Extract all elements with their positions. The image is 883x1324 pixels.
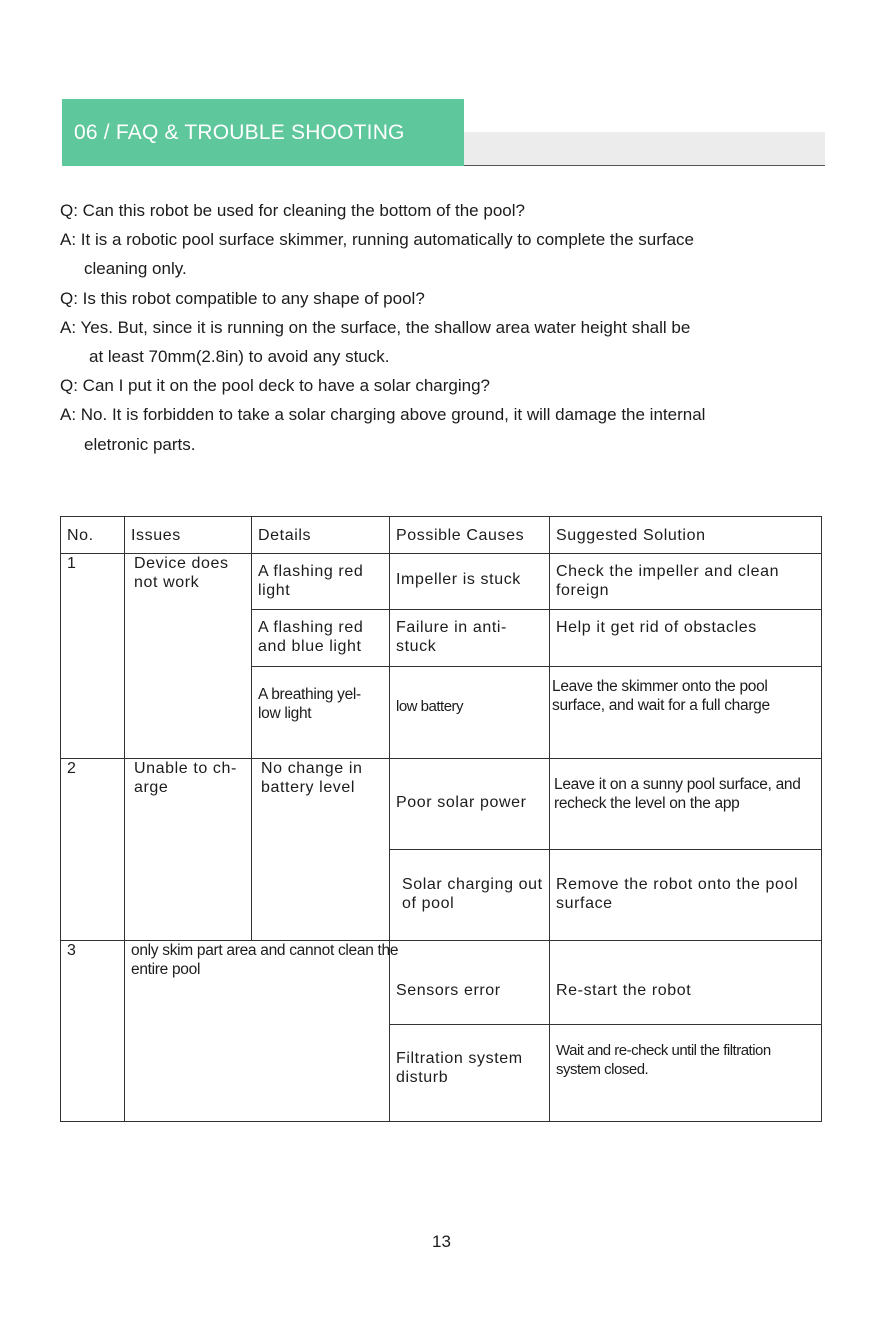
page-number: 13 xyxy=(432,1232,451,1251)
cell-solution: Help it get rid of obstacles xyxy=(550,610,822,667)
faq-line: A: No. It is forbidden to take a solar charging above ground, it will damage the internal xyxy=(60,405,706,425)
cell-detail: A breathing yel-low light xyxy=(252,667,390,759)
cell-cause: Poor solar power xyxy=(390,759,550,850)
section-title: 06 / FAQ & TROUBLE SHOOTING xyxy=(62,99,464,166)
faq-line: at least 70mm(2.8in) to avoid any stuck. xyxy=(89,347,390,367)
cell-detail: A flashing red light xyxy=(252,554,390,610)
cell-solution: Re-start the robot xyxy=(550,941,822,1025)
cell-detail: A flashing red and blue light xyxy=(252,610,390,667)
cell-no: 3 xyxy=(61,941,125,1122)
table-row xyxy=(61,554,822,610)
cell-solution: Leave it on a sunny pool surface, and recheck the level on the app xyxy=(550,759,822,850)
header-details: Details xyxy=(252,517,390,554)
faq-section xyxy=(60,196,850,459)
cell-cause: Solar charging out of pool xyxy=(390,850,550,941)
table-header-row xyxy=(61,517,822,554)
faq-line: A: It is a robotic pool surface skimmer, running automatically to complete the surface xyxy=(60,230,695,250)
faq-line: cleaning only. xyxy=(84,259,187,279)
faq-line: A: Yes. But, since it is running on the surface, the shallow area water height shall be xyxy=(60,317,691,337)
cell-no: 1 xyxy=(61,554,125,759)
section-header xyxy=(62,99,825,166)
header-solution: Suggested Solution xyxy=(550,517,822,554)
header-strip xyxy=(464,132,825,166)
cell-cause: Failure in anti-stuck xyxy=(390,610,550,667)
cell-solution: Remove the robot onto the pool surface xyxy=(550,850,822,941)
cell-cause: Filtration system disturb xyxy=(390,1025,550,1122)
table-row xyxy=(61,941,822,1025)
cell-cause: low battery xyxy=(390,667,550,759)
table-row xyxy=(61,759,822,850)
faq-line: Q: Can I put it on the pool deck to have a solar charging? xyxy=(60,376,490,396)
cell-no: 2 xyxy=(61,759,125,941)
header-issues: Issues xyxy=(125,517,252,554)
header-no: No. xyxy=(61,517,125,554)
cell-solution: Leave the skimmer onto the pool surface, and wait for a full charge xyxy=(550,667,822,759)
faq-line: eletronic parts. xyxy=(84,434,196,454)
cell-cause: Sensors error xyxy=(390,941,550,1025)
cell-cause: Impeller is stuck xyxy=(390,554,550,610)
cell-issue: Device does not work xyxy=(125,554,252,759)
cell-solution: Wait and re-check until the filtration system closed. xyxy=(550,1025,822,1122)
issue-text: only skim part area and cannot clean the entire pool xyxy=(131,942,399,978)
header-causes: Possible Causes xyxy=(390,517,550,554)
cell-solution: Check the impeller and clean foreign xyxy=(550,554,822,610)
cell-issue xyxy=(125,941,399,1122)
cell-detail: No change in battery level xyxy=(252,759,390,941)
faq-line: Q: Can this robot be used for cleaning the bottom of the pool? xyxy=(60,201,525,220)
faq-line: Q: Is this robot compatible to any shape of pool? xyxy=(60,288,425,308)
troubleshooting-table xyxy=(60,516,822,1122)
cell-issue: Unable to ch-arge xyxy=(125,759,252,941)
